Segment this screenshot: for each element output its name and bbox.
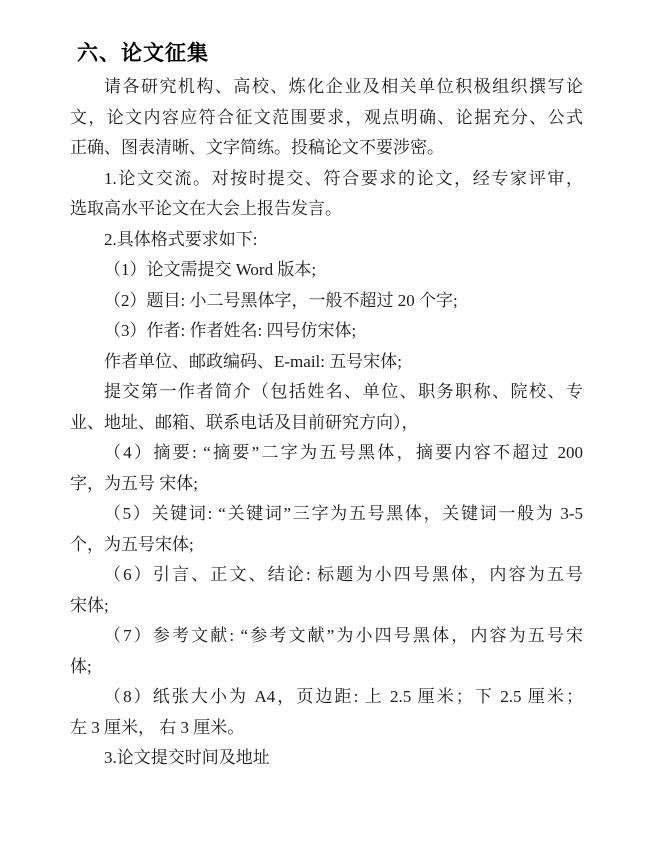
text-line: （3）作者: 作者姓名: 四号仿宋体; [104,321,357,340]
text-line: 请各研究机构、高校、炼化企业及相关单位积极组织撰写论 [104,77,583,96]
text-line: 3.论文提交时间及地址 [104,748,270,767]
text-line: （4）摘要: “摘要”二字为五号黑体，摘要内容不超过 200 [104,443,583,462]
text-line: 宋体; [70,595,109,615]
text-line: 正确、图表清晰、文字简练。投稿论文不要涉密。 [70,138,444,157]
text-line: （8）纸张大小为 A4，页边距: 上 2.5 厘米；下 2.5 厘米； [104,687,583,706]
text-line: 左 3 厘米， 右 3 厘米。 [70,717,245,737]
text-line: 提交第一作者简介（包括姓名、单位、职务职称、院校、专 [104,382,583,401]
document-body [70,72,583,774]
text-line: （7）参考文献: “参考文献”为小四号黑体，内容为五号宋 [104,626,583,645]
text-line: （1）论文需提交 Word 版本; [104,260,317,279]
text-line: （6）引言、正文、结论: 标题为小四号黑体，内容为五号 [104,565,583,584]
text-line: 作者单位、邮政编码、E-mail: 五号宋体; [104,351,402,371]
text-line: 选取高水平论文在大会上报告发言。 [70,199,342,218]
text-line: （2）题目: 小二号黑体字，一般不超过 20 个字; [104,290,458,310]
text-line: 文，论文内容应符合征文范围要求，观点明确、论据充分、公式 [70,107,583,127]
text-line: 2.具体格式要求如下: [104,229,258,249]
text-line: （5）关键词: “关键词”三字为五号黑体，关键词一般为 3-5 [104,504,583,523]
text-line: 体; [70,656,92,676]
text-line: 个，为五号宋体; [70,534,194,554]
text-line: 字，为五号 宋体; [70,473,198,493]
section-heading: 六、论文征集 [77,41,209,65]
text-line: 业、地址、邮箱、联系电话及目前研究方向）， [70,412,419,432]
text-line: 1.论文交流。对按时提交、符合要求的论文，经专家评审， [104,168,583,188]
